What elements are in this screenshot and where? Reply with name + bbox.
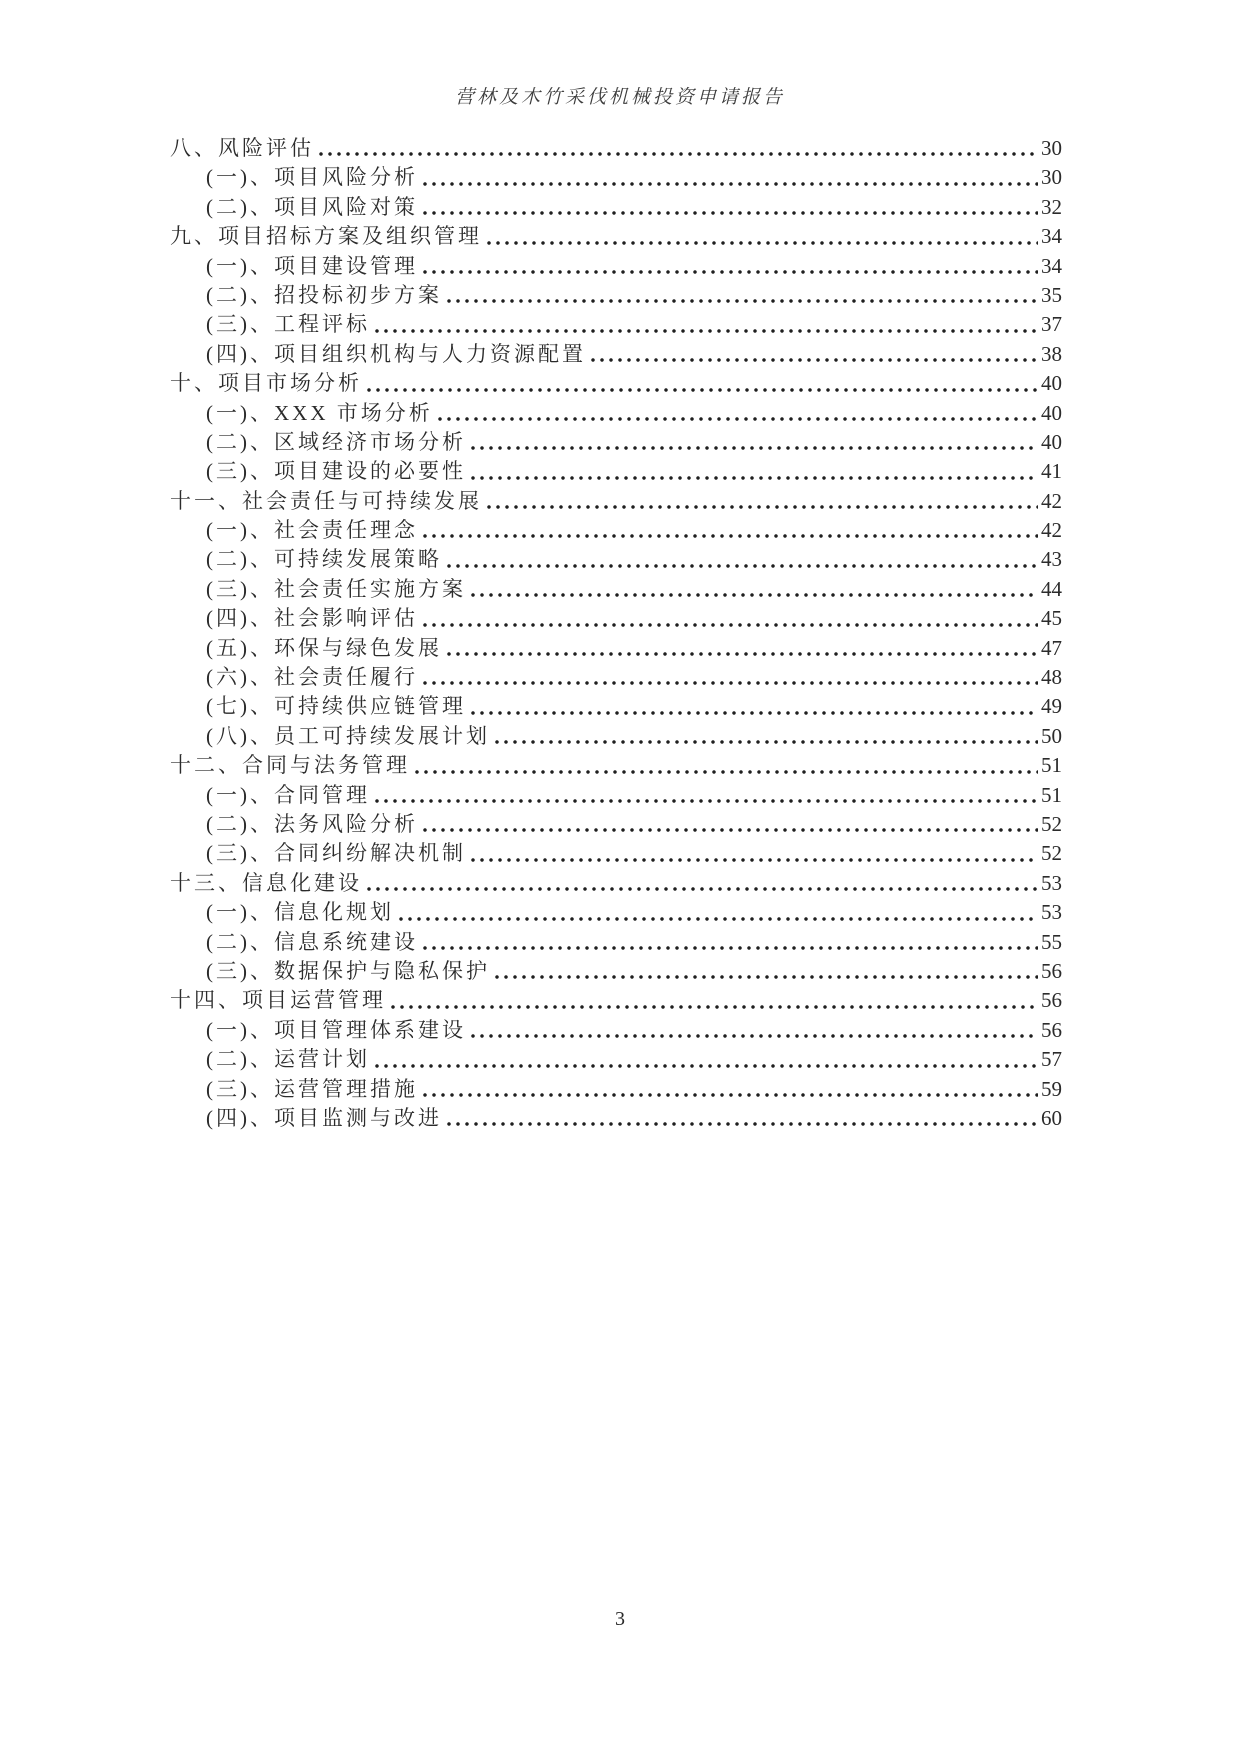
toc-entry-title: (一)、项目管理体系建设 xyxy=(206,1017,466,1042)
toc-entry-page: 42 xyxy=(1041,488,1062,513)
toc-dot-leader xyxy=(423,1075,1038,1104)
toc-entry-page: 43 xyxy=(1041,547,1062,572)
toc-entry-title: (二)、法务风险分析 xyxy=(206,811,418,836)
toc-entry-title: (一)、XXX 市场分析 xyxy=(206,400,433,425)
toc-row[interactable] xyxy=(170,898,1062,927)
toc-row[interactable] xyxy=(170,869,1062,898)
toc-row[interactable] xyxy=(170,487,1062,516)
toc-dot-leader xyxy=(319,134,1038,163)
toc-entry-page: 40 xyxy=(1041,371,1062,396)
toc-dot-leader xyxy=(423,193,1038,222)
toc-entry-title: (二)、运营计划 xyxy=(206,1047,370,1072)
toc-entry-title: (三)、社会责任实施方案 xyxy=(206,576,466,601)
toc-entry-page: 47 xyxy=(1041,635,1062,660)
toc-row[interactable] xyxy=(170,340,1062,369)
toc-entry-page: 51 xyxy=(1041,753,1062,778)
page-header xyxy=(0,0,1240,109)
toc-dot-leader xyxy=(495,722,1038,751)
toc-entry-page: 40 xyxy=(1041,400,1062,425)
toc-entry-title: (一)、项目风险分析 xyxy=(206,165,418,190)
toc-row[interactable] xyxy=(170,751,1062,780)
toc-row[interactable] xyxy=(170,193,1062,222)
toc-entry-title: (三)、工程评标 xyxy=(206,312,370,337)
toc-entry-title: (六)、社会责任履行 xyxy=(206,665,418,690)
toc-row[interactable] xyxy=(170,781,1062,810)
toc-entry-page: 55 xyxy=(1041,929,1062,954)
toc-entry-page: 38 xyxy=(1041,341,1062,366)
toc-entry-title: (一)、合同管理 xyxy=(206,782,370,807)
toc-entry-title: 十、项目市场分析 xyxy=(170,371,362,396)
toc-list xyxy=(170,134,1062,1133)
toc-entry-page: 57 xyxy=(1041,1047,1062,1072)
toc-entry-title: (四)、项目组织机构与人力资源配置 xyxy=(206,341,586,366)
page-footer xyxy=(0,1608,1240,1631)
toc-row[interactable] xyxy=(170,545,1062,574)
toc-row[interactable] xyxy=(170,1075,1062,1104)
toc-dot-leader xyxy=(375,781,1038,810)
toc-row[interactable] xyxy=(170,663,1062,692)
toc-row[interactable] xyxy=(170,1045,1062,1074)
toc-entry-title: (三)、项目建设的必要性 xyxy=(206,459,466,484)
toc-entry-page: 53 xyxy=(1041,870,1062,895)
toc-entry-page: 60 xyxy=(1041,1105,1062,1130)
toc-entry-title: (二)、可持续发展策略 xyxy=(206,547,442,572)
toc-row[interactable] xyxy=(170,134,1062,163)
toc-entry-page: 48 xyxy=(1041,665,1062,690)
toc-dot-leader xyxy=(423,663,1038,692)
toc-entry-title: (一)、信息化规划 xyxy=(206,900,394,925)
toc-row[interactable] xyxy=(170,516,1062,545)
toc-entry-title: (四)、项目监测与改进 xyxy=(206,1105,442,1130)
toc-dot-leader xyxy=(415,751,1038,780)
toc-row[interactable] xyxy=(170,399,1062,428)
toc-entry-title: (二)、信息系统建设 xyxy=(206,929,418,954)
toc-entry-page: 52 xyxy=(1041,841,1062,866)
toc-row[interactable] xyxy=(170,692,1062,721)
toc-entry-title: (一)、项目建设管理 xyxy=(206,253,418,278)
toc-entry-page: 56 xyxy=(1041,1017,1062,1042)
document-title: 营林及木竹采伐机械投资申请报告 xyxy=(454,87,785,108)
toc-entry-page: 34 xyxy=(1041,224,1062,249)
toc-entry-title: (五)、环保与绿色发展 xyxy=(206,635,442,660)
toc-row[interactable] xyxy=(170,252,1062,281)
toc-entry-title: (二)、项目风险对策 xyxy=(206,194,418,219)
toc-row[interactable] xyxy=(170,986,1062,1015)
toc-entry-page: 51 xyxy=(1041,782,1062,807)
toc-dot-leader xyxy=(591,340,1038,369)
toc-dot-leader xyxy=(423,252,1038,281)
toc-dot-leader xyxy=(447,281,1038,310)
toc-dot-leader xyxy=(471,839,1038,868)
toc-row[interactable] xyxy=(170,722,1062,751)
toc-entry-page: 34 xyxy=(1041,253,1062,278)
toc-dot-leader xyxy=(375,310,1038,339)
toc-entry-page: 52 xyxy=(1041,811,1062,836)
toc-entry-page: 59 xyxy=(1041,1076,1062,1101)
toc-entry-title: (三)、合同纠纷解决机制 xyxy=(206,841,466,866)
page-number: 3 xyxy=(615,1608,625,1630)
toc-entry-title: (一)、社会责任理念 xyxy=(206,518,418,543)
toc-dot-leader xyxy=(471,692,1038,721)
toc-entry-title: 八、风险评估 xyxy=(170,136,314,160)
toc-entry-page: 44 xyxy=(1041,576,1062,601)
toc-entry-title: 十三、信息化建设 xyxy=(170,870,362,895)
toc-dot-leader xyxy=(375,1045,1038,1074)
toc-row[interactable] xyxy=(170,428,1062,457)
toc-dot-leader xyxy=(399,898,1038,927)
toc-entry-title: (三)、运营管理措施 xyxy=(206,1076,418,1101)
toc-row[interactable] xyxy=(170,839,1062,868)
toc-dot-leader xyxy=(423,810,1038,839)
toc-row[interactable] xyxy=(170,1016,1062,1045)
toc-row[interactable] xyxy=(170,575,1062,604)
toc-entry-page: 56 xyxy=(1041,988,1062,1013)
toc-row[interactable] xyxy=(170,810,1062,839)
toc-entry-title: (七)、可持续供应链管理 xyxy=(206,694,466,719)
toc-dot-leader xyxy=(487,487,1038,516)
toc-entry-page: 45 xyxy=(1041,606,1062,631)
toc-dot-leader xyxy=(367,869,1038,898)
toc-dot-leader xyxy=(423,604,1038,633)
toc-entry-title: 十一、社会责任与可持续发展 xyxy=(170,488,482,513)
toc-row[interactable] xyxy=(170,457,1062,486)
toc-row[interactable] xyxy=(170,281,1062,310)
toc-dot-leader xyxy=(423,163,1038,192)
toc-entry-title: 十四、项目运营管理 xyxy=(170,988,386,1013)
toc-row[interactable] xyxy=(170,928,1062,957)
toc-dot-leader xyxy=(487,222,1038,251)
toc-dot-leader xyxy=(447,545,1038,574)
toc-entry-page: 30 xyxy=(1041,165,1062,190)
toc-entry-title: (八)、员工可持续发展计划 xyxy=(206,723,490,748)
toc-entry-page: 35 xyxy=(1041,282,1062,307)
toc-entry-page: 37 xyxy=(1041,312,1062,337)
toc-row[interactable] xyxy=(170,369,1062,398)
toc-dot-leader xyxy=(471,457,1038,486)
toc-entry-title: 九、项目招标方案及组织管理 xyxy=(170,224,482,249)
toc-dot-leader xyxy=(447,634,1038,663)
toc-row[interactable] xyxy=(170,310,1062,339)
toc-entry-page: 49 xyxy=(1041,694,1062,719)
toc-row[interactable] xyxy=(170,163,1062,192)
toc-row[interactable] xyxy=(170,634,1062,663)
toc-row[interactable] xyxy=(170,1104,1062,1133)
toc-dot-leader xyxy=(495,957,1038,986)
toc-entry-page: 56 xyxy=(1041,958,1062,983)
toc-dot-leader xyxy=(471,575,1038,604)
toc-dot-leader xyxy=(423,516,1038,545)
toc-dot-leader xyxy=(471,428,1038,457)
toc-entry-title: (二)、招投标初步方案 xyxy=(206,282,442,307)
toc-row[interactable] xyxy=(170,957,1062,986)
toc-row[interactable] xyxy=(170,604,1062,633)
toc-dot-leader xyxy=(471,1016,1038,1045)
toc-entry-page: 40 xyxy=(1041,429,1062,454)
toc-dot-leader xyxy=(423,928,1038,957)
toc-entry-page: 32 xyxy=(1041,194,1062,219)
toc-entry-title: (三)、数据保护与隐私保护 xyxy=(206,958,490,983)
toc-row[interactable] xyxy=(170,222,1062,251)
toc-entry-title: (四)、社会影响评估 xyxy=(206,606,418,631)
toc-dot-leader xyxy=(438,399,1038,428)
toc-dot-leader xyxy=(447,1104,1038,1133)
toc-entry-page: 50 xyxy=(1041,723,1062,748)
toc-entry-page: 30 xyxy=(1041,136,1062,160)
toc-entry-page: 53 xyxy=(1041,900,1062,925)
toc-entry-title: 十二、合同与法务管理 xyxy=(170,753,410,778)
toc-dot-leader xyxy=(367,369,1038,398)
toc-dot-leader xyxy=(391,986,1038,1015)
toc-entry-title: (二)、区域经济市场分析 xyxy=(206,429,466,454)
toc-entry-page: 41 xyxy=(1041,459,1062,484)
toc-entry-page: 42 xyxy=(1041,518,1062,543)
